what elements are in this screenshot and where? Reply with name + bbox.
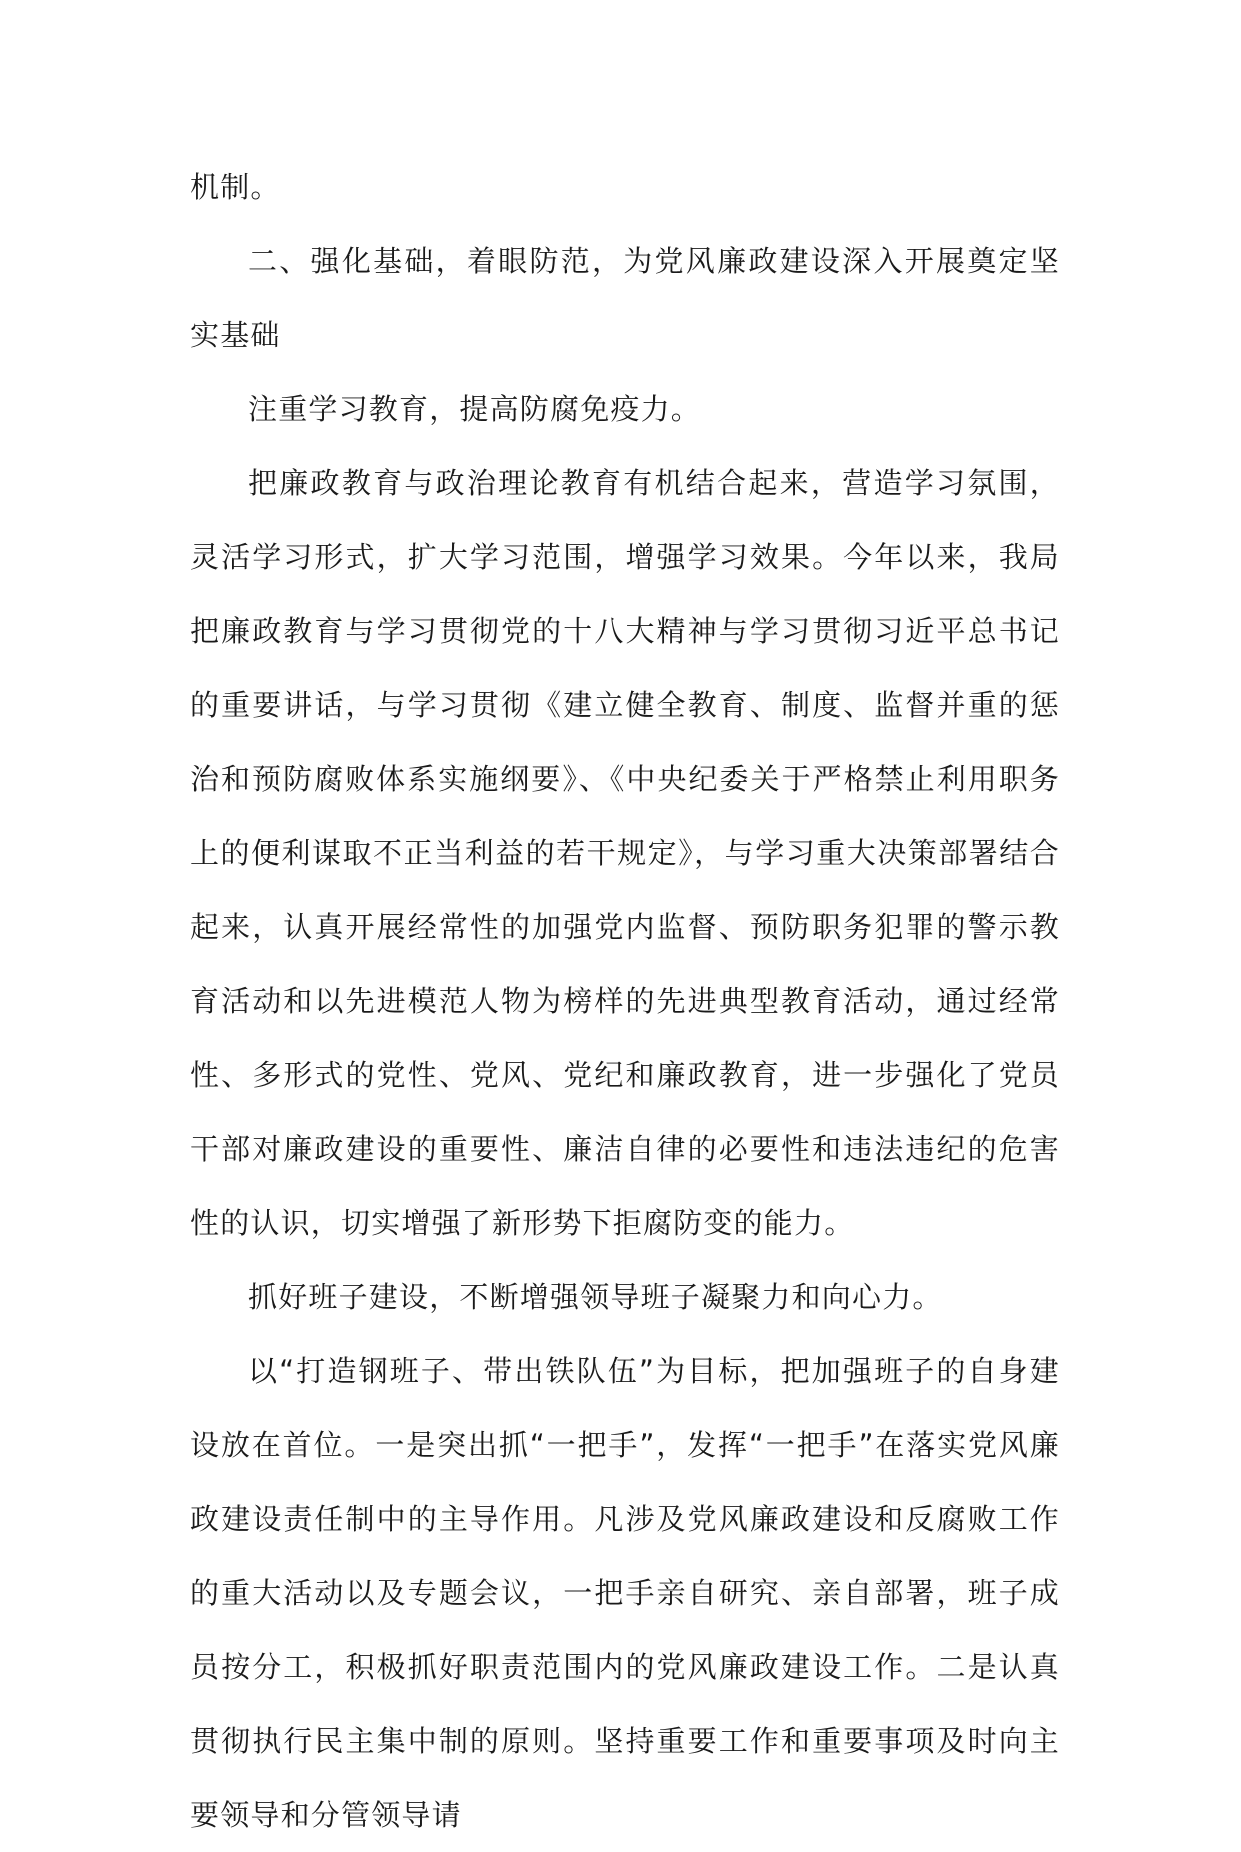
paragraph-continuation: 机制。 [190, 170, 281, 204]
subheading-team-building: 抓好班子建设，不断增强领导班子凝聚力和向心力。 [248, 1280, 943, 1314]
document-body [190, 150, 1060, 1852]
paragraph-team-building: 以“打造钢班子、带出铁队伍”为目标，把加强班子的自身建设放在首位。一是突出抓“一把手”，发挥“一把手”在落实党风廉政建设责任制中的主导作用。凡涉及党风廉政建设和反腐败工作的重大活动以及专题会议，一把手亲自研究、亲自部署，班子成员按分工，积极抓好职责范围内的党风廉政建设工作。二是认真贯彻执行民主集中制的原则。坚持重要工作和重要事项及时向主要领导和分管领导请 [190, 1354, 1060, 1832]
subheading-study-education: 注重学习教育，提高防腐免疫力。 [248, 392, 702, 426]
paragraph-study-education: 把廉政教育与政治理论教育有机结合起来，营造学习氛围，灵活学习形式，扩大学习范围，增强学习效果。今年以来，我局把廉政教育与学习贯彻党的十八大精神与学习贯彻习近平总书记的重要讲话，与学习贯彻《建立健全教育、制度、监督并重的惩治和预防腐败体系实施纲要》、《中央纪委关于严格禁止利用职务上的便利谋取不正当利益的若干规定》，与学习重大决策部署结合起来，认真开展经常性的加强党内监督、预防职务犯罪的警示教育活动和以先进模范人物为榜样的先进典型教育活动，通过经常性、多形式的党性、党风、党纪和廉政教育，进一步强化了党员干部对廉政建设的重要性、廉洁自律的必要性和违法违纪的危害性的认识，切实增强了新形势下拒腐防变的能力。 [190, 466, 1060, 1240]
section-heading: 二、强化基础，着眼防范，为党风廉政建设深入开展奠定坚实基础 [190, 244, 1060, 352]
